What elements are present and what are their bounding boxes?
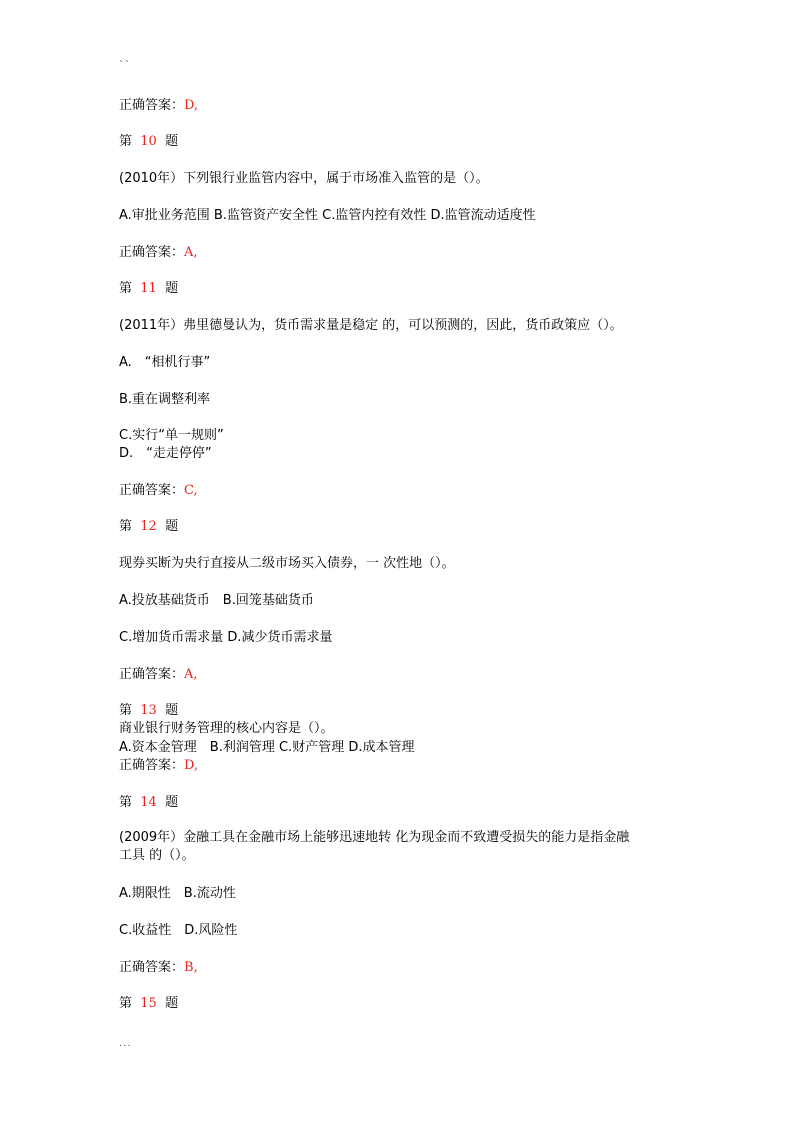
question-heading: 第 14 题 — [119, 795, 179, 810]
question-stem: 商业银行财务管理的核心内容是（）。 — [119, 721, 334, 736]
question-options: C.收益性 D.风险性 — [119, 923, 238, 938]
answer-line — [119, 960, 198, 976]
question-number: 11 — [140, 281, 157, 296]
question-heading: 第 12 题 — [119, 519, 179, 534]
question-number: 14 — [140, 795, 157, 810]
answer-label: 正确答案： — [119, 758, 185, 773]
question-number: 15 — [140, 996, 157, 1011]
question-options: A.资本金管理 B.利润管理 C.财产管理 D.成本管理 — [119, 740, 415, 755]
question-heading: 第 13 题 — [119, 703, 179, 718]
question-option: D. “走走停停” — [119, 446, 212, 461]
question-heading: 第 15 题 — [119, 996, 179, 1011]
answer-value: D, — [184, 98, 199, 113]
answer-line — [119, 667, 198, 683]
answer-label: 正确答案： — [119, 245, 185, 260]
answer-value: B, — [184, 960, 198, 975]
answer-line — [119, 98, 198, 114]
answer-value: C, — [184, 483, 198, 498]
question-options: A.投放基础货币 B.回笼基础货币 — [119, 593, 314, 608]
answer-label: 正确答案： — [119, 483, 185, 498]
question-stem: (2009年）金融工具在金融市场上能够迅速地转 化为现金而不致遭受损失的能力是指金融 — [119, 830, 630, 845]
question-stem: (2010年）下列银行业监管内容中，属于市场准入监管的是（）。 — [119, 171, 489, 186]
answer-value: D, — [184, 758, 199, 773]
answer-value: A, — [184, 667, 198, 682]
question-stem-continued: 工具 的（）。 — [119, 848, 195, 863]
answer-line — [119, 245, 198, 261]
question-options: A.期限性 B.流动性 — [119, 886, 236, 901]
answer-label: 正确答案： — [119, 667, 185, 682]
answer-label: 正确答案： — [119, 98, 185, 113]
question-options: A.审批业务范围 B.监管资产安全性 C.监管内控有效性 D.监管流动适度性 — [119, 208, 536, 223]
question-number: 10 — [140, 134, 157, 149]
answer-line — [119, 483, 198, 499]
question-option: A. “相机行事” — [119, 355, 211, 370]
question-number: 12 — [140, 519, 157, 534]
question-number: 13 — [140, 703, 157, 718]
question-heading: 第 11 题 — [119, 281, 179, 296]
question-heading: 第 10 题 — [119, 134, 179, 149]
answer-label: 正确答案： — [119, 960, 185, 975]
answer-value: A, — [184, 245, 198, 260]
question-stem: (2011年）弗里德曼认为，货币需求量是稳定 的，可以预测的，因此，货币政策应（）。 — [119, 318, 623, 333]
question-stem: 现券买断为央行直接从二级市场买入债券，一 次性地（）。 — [119, 556, 455, 571]
top-mark: `` — [119, 60, 131, 71]
question-option: B.重在调整利率 — [119, 392, 211, 407]
question-option: C.实行“单一规则” — [119, 428, 224, 443]
question-options: C.增加货币需求量 D.减少货币需求量 — [119, 630, 333, 645]
bottom-mark: ... — [119, 1038, 132, 1049]
answer-line — [119, 758, 198, 774]
